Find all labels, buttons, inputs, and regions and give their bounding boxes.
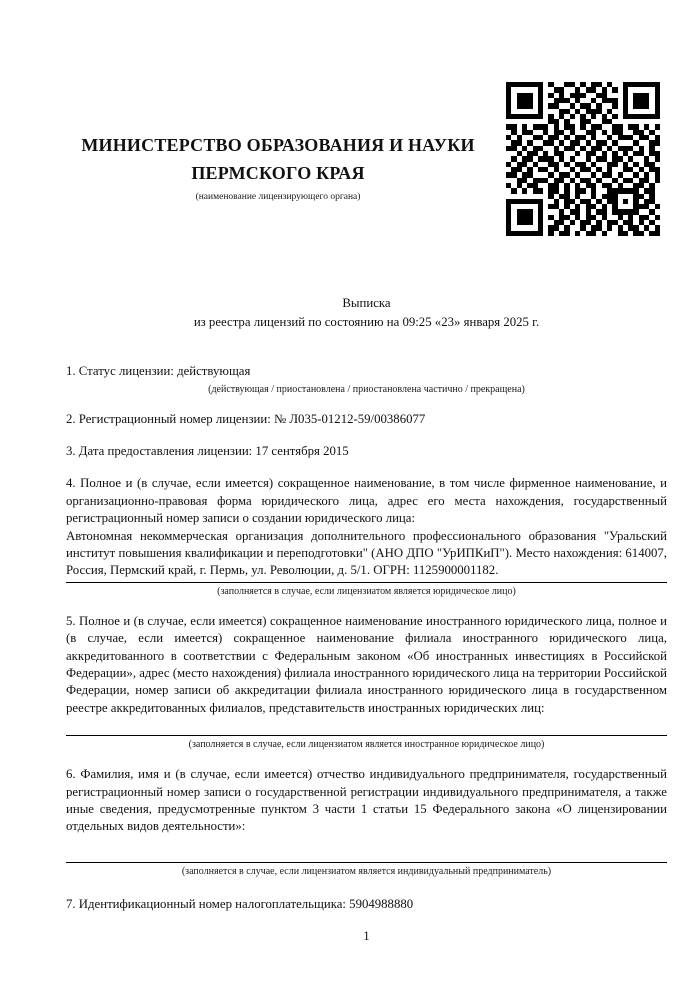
ministry-header: [66, 0, 490, 202]
ministry-caption: (наименование лицензирующего органа): [195, 191, 361, 202]
item-entrepreneur: [66, 766, 667, 878]
qr-code: [506, 82, 660, 236]
legal-entity-note: (заполняется в случае, если лицензиатом является юридическое лицо): [217, 585, 516, 597]
license-date-text: 3. Дата предоставления лицензии: 17 сентября 2015: [66, 443, 349, 458]
item-license-status: [66, 363, 667, 395]
blank-field-line: [66, 862, 667, 863]
entrepreneur-empty-field: [66, 836, 667, 860]
entrepreneur-note: (заполняется в случае, если лицензиатом является индивидуальный предприниматель): [181, 865, 552, 877]
document-subtitle: из реестра лицензий по состоянию на 09:25 «23» января 2025 г.: [193, 314, 540, 329]
taxpayer-id-text: 7. Идентификационный номер налогоплательщика: 5904988880: [66, 896, 414, 911]
blank-field-line: [66, 735, 667, 736]
entrepreneur-label: 6. Фамилия, имя и (в случае, если имеется) отчество индивидуального предпринимателя, государственный регистрационный номер записи о государственной регистрации индивидуального предпринимателя, а также иные сведения, предусмотренные пунктом 3 части 1 статьи 15 Федерального закона «О лицензировании отдельных видов деятельности»:: [66, 767, 667, 834]
license-status-note: (действующая / приостановлена / приостановлена частично / прекращена): [208, 383, 525, 395]
item-registration-number: [66, 411, 667, 428]
license-status-text: 1. Статус лицензии: действующая: [66, 364, 251, 379]
foreign-entity-note: (заполняется в случае, если лицензиатом является иностранное юридическое лицо): [188, 739, 545, 751]
ministry-name-line2: ПЕРМСКОГО КРАЯ: [191, 162, 365, 183]
document-title-block: [66, 294, 667, 332]
page-number: 1: [363, 929, 370, 943]
foreign-entity-label: 5. Полное и (в случае, если имеется) сокращенное наименование иностранного юридического лица, полное и (в случае, если имеется) сокращенное наименование филиала иностранного юридического лица, аккредитованного в соответствии с Федеральным законом «Об иностранных инвестициях в Российской Федерации», адрес (место нахождения) филиала иностранного юридического лица на территории Российской Федерации, номер записи об аккредитации филиала иностранного юридического лица в государственном реестре аккредитованных филиалов, представительств иностранных юридических лиц:: [66, 613, 667, 715]
foreign-entity-empty-field: [66, 717, 667, 733]
blank-field-line: [66, 582, 667, 583]
registration-number-text: 2. Регистрационный номер лицензии: № Л035-01212-59/00386077: [66, 411, 426, 426]
document-title: Выписка: [342, 295, 391, 310]
legal-entity-label: 4. Полное и (в случае, если имеется) сокращенное наименование, в том числе фирменное наименование, и организационно-правовая форма юридического лица, адрес его места нахождения, государственный регистрационный номер записи о создании юридического лица:: [66, 476, 667, 526]
item-taxpayer-id: [66, 896, 667, 913]
item-foreign-entity: [66, 613, 667, 751]
item-license-date: [66, 443, 667, 460]
item-legal-entity: [66, 475, 667, 597]
ministry-name-line1: МИНИСТЕРСТВО ОБРАЗОВАНИЯ И НАУКИ: [81, 135, 475, 155]
legal-entity-value: Автономная некоммерческая организация дополнительного профессионального образования "Уральский институт повышения квалификации и переподготовки" (АНО ДПО "УрИПКиП"). Место нахождения: 614007, Россия, Пермский край, г. Пермь, ул. Революции, д. 5/1. ОГРН: 1125900001182.: [66, 528, 667, 578]
